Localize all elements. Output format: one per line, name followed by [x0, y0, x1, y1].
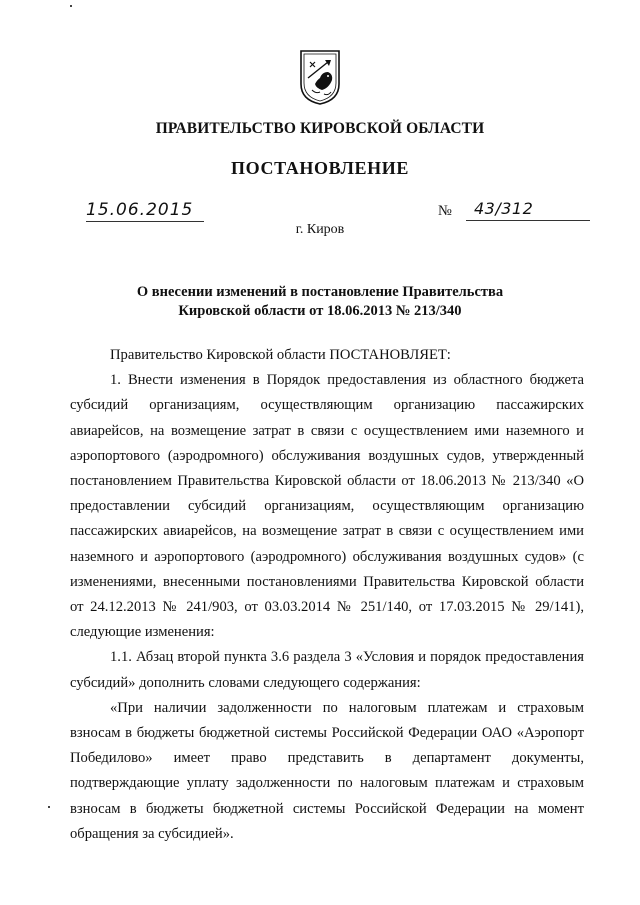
document-date: 15.06.2015	[86, 199, 204, 222]
body-paragraph-resolves: Правительство Кировской области ПОСТАНОВЛЯЕТ:	[110, 347, 451, 363]
government-title: ПРАВИТЕЛЬСТВО КИРОВСКОЙ ОБЛАСТИ	[155, 120, 485, 137]
document-type-title: ПОСТАНОВЛЕНИЕ	[231, 158, 409, 178]
scan-speck-left	[48, 806, 50, 808]
document-body	[70, 343, 584, 847]
city-label: г. Киров	[295, 222, 345, 237]
subject-line-1: О внесении изменений в постановление Правительства	[136, 284, 504, 300]
coat-of-arms-icon	[298, 48, 342, 106]
body-paragraph-item-1-1: 1.1. Абзац второй пункта 3.6 раздела 3 «Условия и порядок предоставления субсидий» дополнить словами следующего содержания:	[70, 649, 584, 691]
body-paragraph-item-1: 1. Внести изменения в Порядок предоставления из областного бюджета субсидий организациям, осуществляющим организацию пассажирских авиарейсов, на возмещение затрат в связи с осуществлением ими наземного и аэропортового (аэродромного) обслуживания воздушных судов, утвержденный постановлением Правительства Кировской области от 18.06.2013 № 213/340 «О предоставлении субсидий организациям, осуществляющим организацию пассажирских авиарейсов, на возмещение затрат в связи с осуществлением ими наземного и аэропортового (аэродромного) обслуживания воздушных судов» (с изменениями, внесенными постановлениями Правительства Кировской области от 24.12.2013 № 241/903, от 03.03.2014 № 251/140, от 17.03.2015 № 29/141), следующие изменения:	[70, 372, 584, 641]
scan-speck-top	[70, 5, 72, 7]
number-sign: №	[438, 203, 452, 219]
subject-line-2: Кировской области от 18.06.2013 № 213/340	[178, 303, 462, 319]
document-subject	[80, 283, 560, 321]
document-number: 43/312	[466, 198, 590, 221]
body-paragraph-quote: «При наличии задолженности по налоговым платежам и страховым взносам в бюджеты бюджетной системы Российской Федерации ОАО «Аэропорт Победилово» имеет право представить в департамент документы, подтверждающие уплату задолженности по налоговым платежам и страховым взносам в бюджеты бюджетной системы Российской Федерации на момент обращения за субсидией».	[70, 699, 584, 842]
